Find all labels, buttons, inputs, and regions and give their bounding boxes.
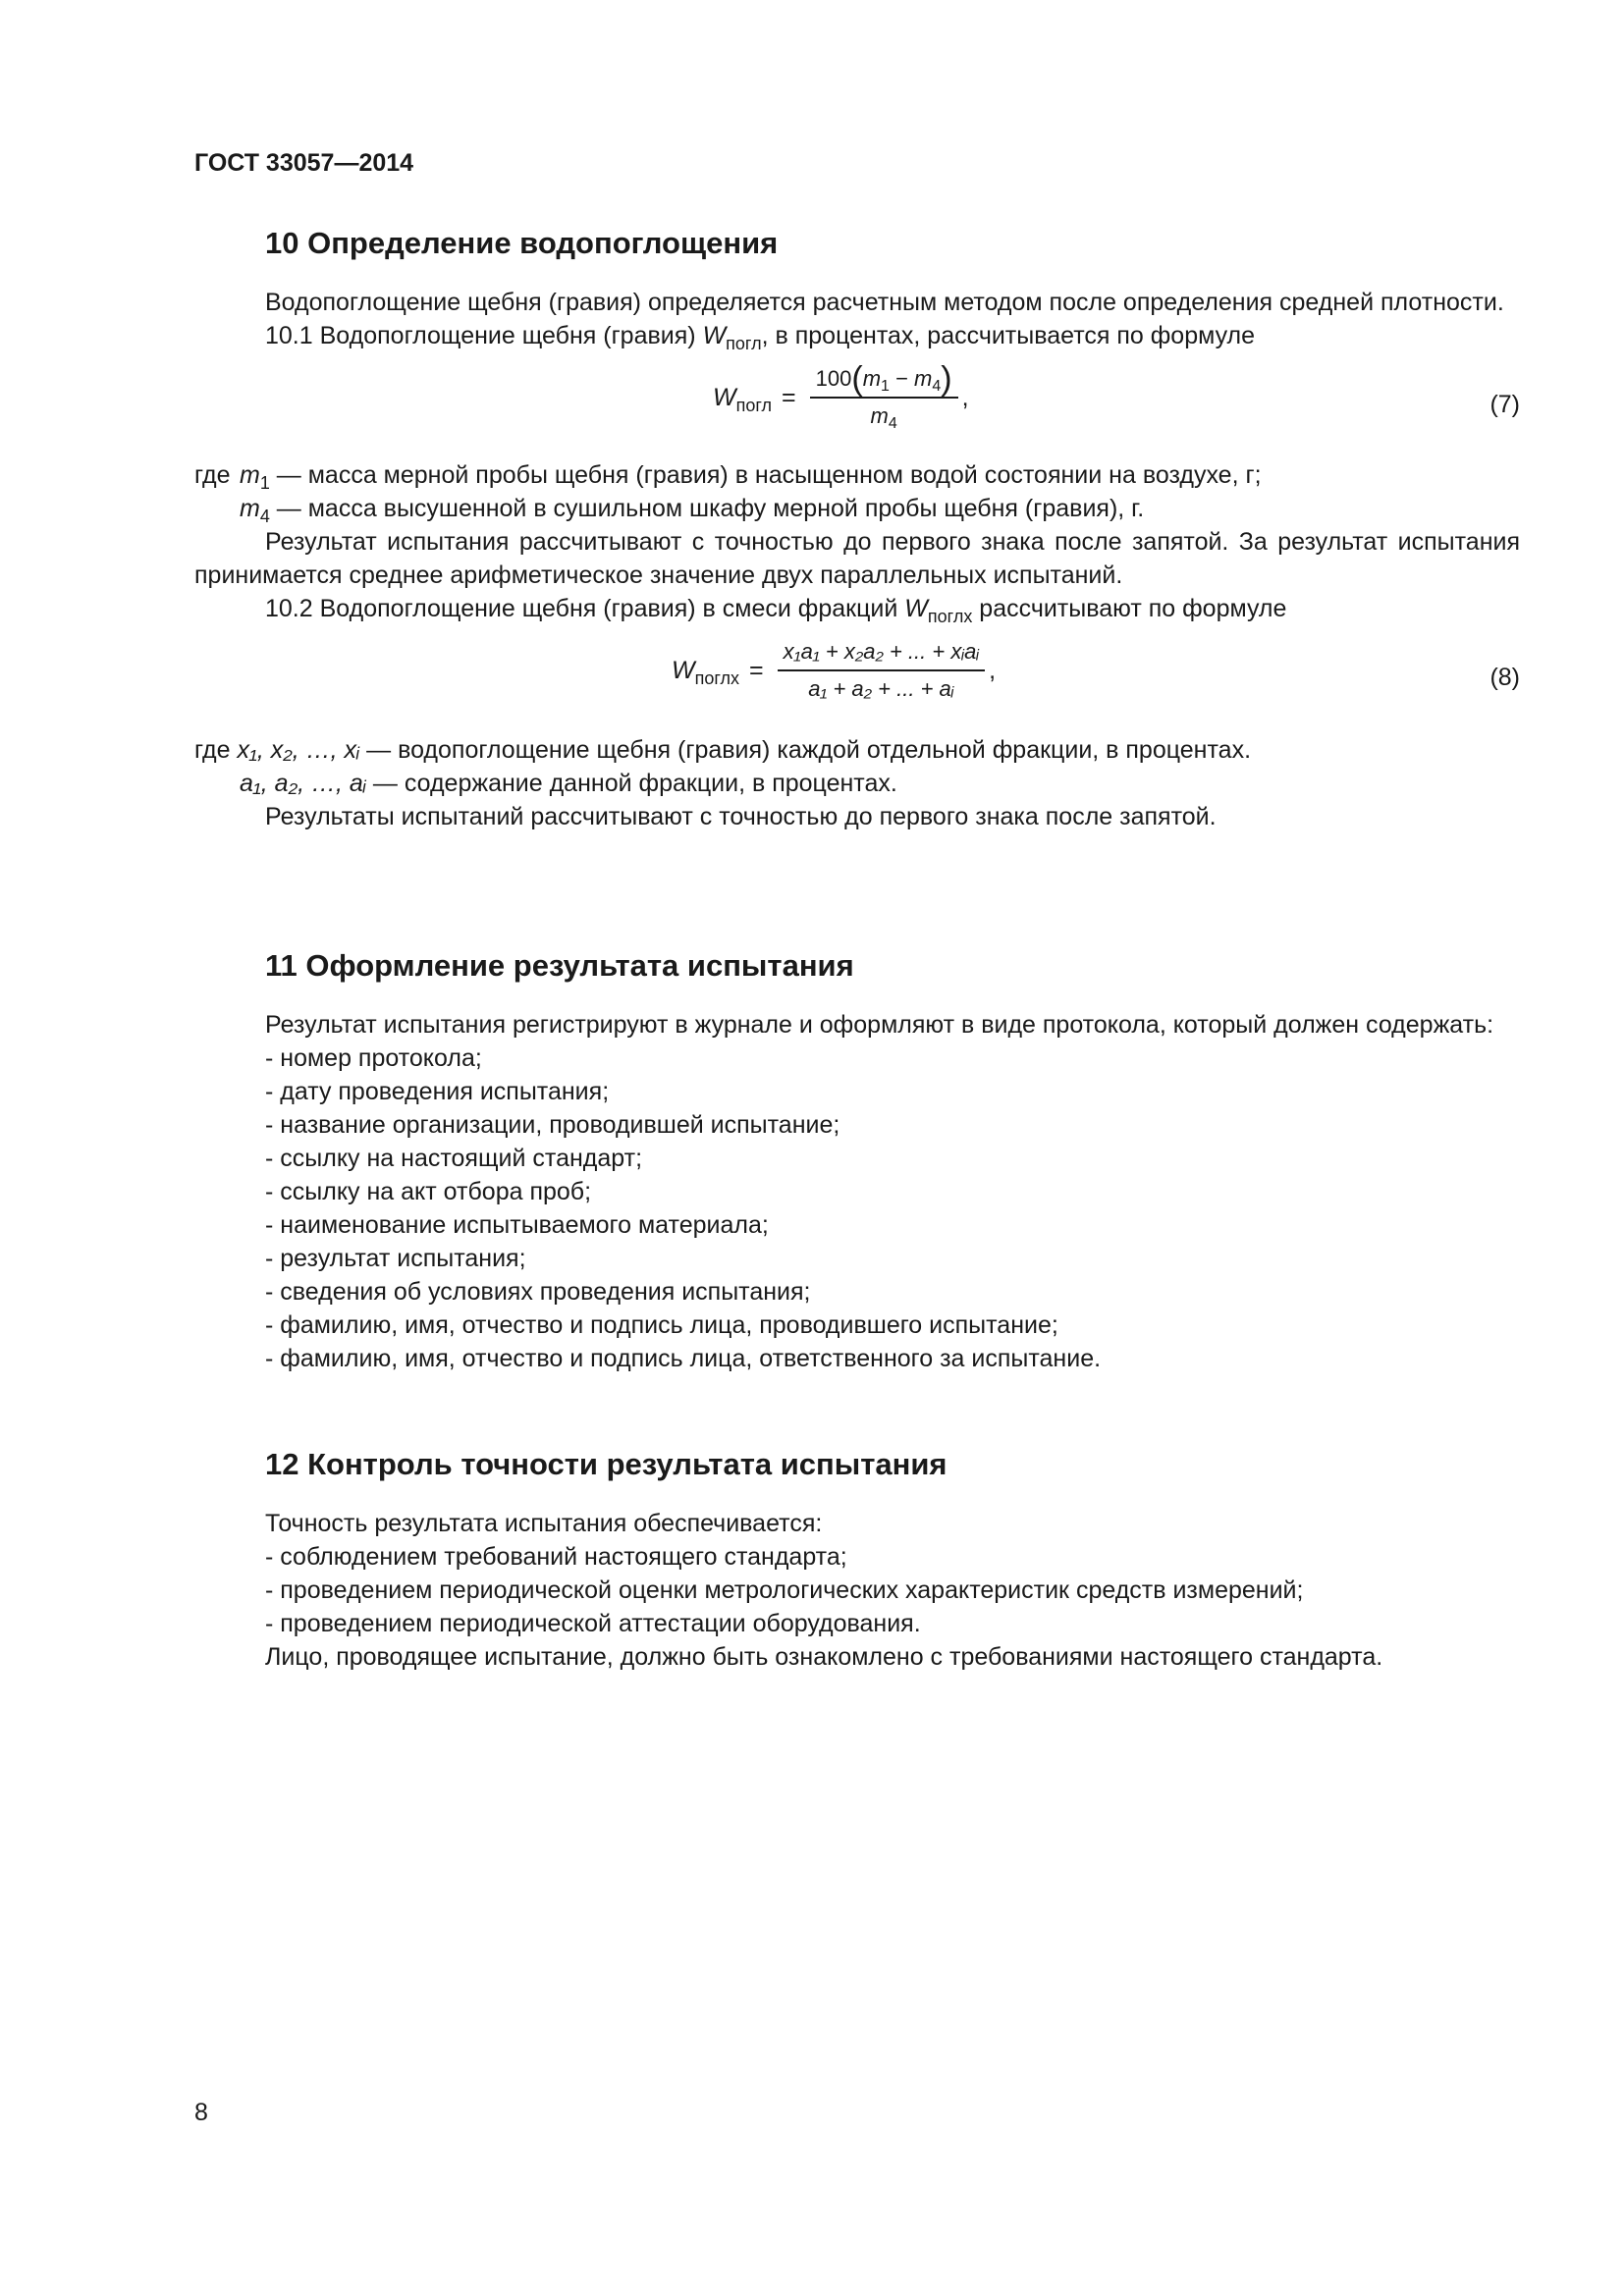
formula-8-numerator: x₁a₁ + x₂a₂ + ... + xᵢaᵢ	[778, 637, 985, 671]
section-11-intro: Результат испытания регистрируют в журнале и оформляют в виде протокола, который должен содержать:	[265, 1011, 1494, 1039]
section-10-intro: Водопоглощение щебня (гравия) определяется расчетным методом после определения средней плотности.	[265, 289, 1504, 316]
formula-7-fraction	[810, 360, 958, 432]
list-item: - название организации, проводившей испытание;	[265, 1111, 840, 1139]
formula-7	[194, 352, 1520, 458]
list-item: - соблюдением требований настоящего стандарта;	[265, 1543, 847, 1571]
formula-8-fraction	[778, 637, 985, 704]
list-item: - ссылку на настоящий стандарт;	[265, 1145, 643, 1172]
clause-10-2: 10.2 Водопоглощение щебня (гравия) в смеси фракций $W_{поглх}$ рассчитывают по формуле	[265, 595, 1287, 626]
list-item: - ссылку на акт отбора проб;	[265, 1178, 592, 1205]
list-item: - дату проведения испытания;	[265, 1078, 610, 1105]
document-header: ГОСТ 33057—2014	[194, 149, 414, 177]
section-12	[194, 1445, 1520, 1674]
section-12-closing: Лицо, проводящее испытание, должно быть ознакомлено с требованиями настоящего стандарта.	[265, 1643, 1383, 1671]
list-item: - фамилию, имя, отчество и подпись лица, проводившего испытание;	[265, 1311, 1058, 1339]
where-x: где x₁, x₂, …, xᵢ — водопоглощение щебня (гравия) каждой отдельной фракции, в процентах.	[194, 736, 1252, 764]
section-12-intro: Точность результата испытания обеспечивается:	[265, 1510, 823, 1537]
clause-10-1: 10.1 Водопоглощение щебня (гравия) $W_{погл}$, в процентах, рассчитывается по формуле	[265, 322, 1256, 353]
formula-8	[194, 625, 1520, 733]
list-item: - номер протокола;	[265, 1044, 482, 1072]
where-m4: $m_4$ — масса высушенной в сушильном шкафу мерной пробы щебня (гравия), г.	[240, 495, 1145, 526]
formula-7-number: (7)	[1489, 391, 1520, 418]
section-10	[194, 224, 1520, 833]
formula-7-denominator: $m_4$	[870, 403, 897, 432]
list-item: - проведением периодической аттестации оборудования.	[265, 1610, 921, 1637]
section-11	[194, 946, 1520, 1375]
list-item: - сведения об условиях проведения испытания;	[265, 1278, 811, 1306]
formula-7-numerator: $100(m_1 - m_4)$	[810, 364, 958, 399]
formula-8-number: (8)	[1489, 664, 1520, 691]
list-item: - наименование испытываемого материала;	[265, 1211, 769, 1239]
section-11-title: 11 Оформление результата испытания	[265, 948, 854, 983]
formula-7-body: $W_{погл}$ = $\frac{100(m_1 - m_4)}{m_4}$ ,	[713, 360, 969, 432]
formula-8-denominator: a₁ + a₂ + ... + aᵢ	[808, 676, 954, 701]
where-a: a₁, a₂, …, aᵢ — содержание данной фракции, в процентах.	[240, 770, 897, 797]
result-rule-1: Результат испытания рассчитывают с точностью до первого знака после запятой. За результат испытания принимается среднее арифметическое значение двух параллельных испытаний.	[194, 528, 1520, 589]
result-rule-2: Результаты испытаний рассчитывают с точностью до первого знака после запятой.	[265, 803, 1217, 830]
list-item: - фамилию, имя, отчество и подпись лица, ответственного за испытание.	[265, 1345, 1102, 1372]
formula-8-body: $W_{поглх}$ = $\frac{\text{x₁a₁ + x₂a₂ + ... + xᵢaᵢ}}{\text{a₁ + a₂ + ... + aᵢ}}$ ,	[672, 637, 996, 704]
list-item: - проведением периодической оценки метрологических характеристик средств измерений;	[265, 1576, 1304, 1604]
section-10-title: 10 Определение водопоглощения	[265, 226, 779, 260]
list-item: - результат испытания;	[265, 1245, 526, 1272]
section-12-title: 12 Контроль точности результата испытания	[265, 1447, 947, 1481]
where-m1: где $m_1$ — масса мерной пробы щебня (гравия) в насыщенном водой состоянии на воздухе, г;	[194, 461, 1262, 493]
page-number: 8	[194, 2099, 208, 2126]
